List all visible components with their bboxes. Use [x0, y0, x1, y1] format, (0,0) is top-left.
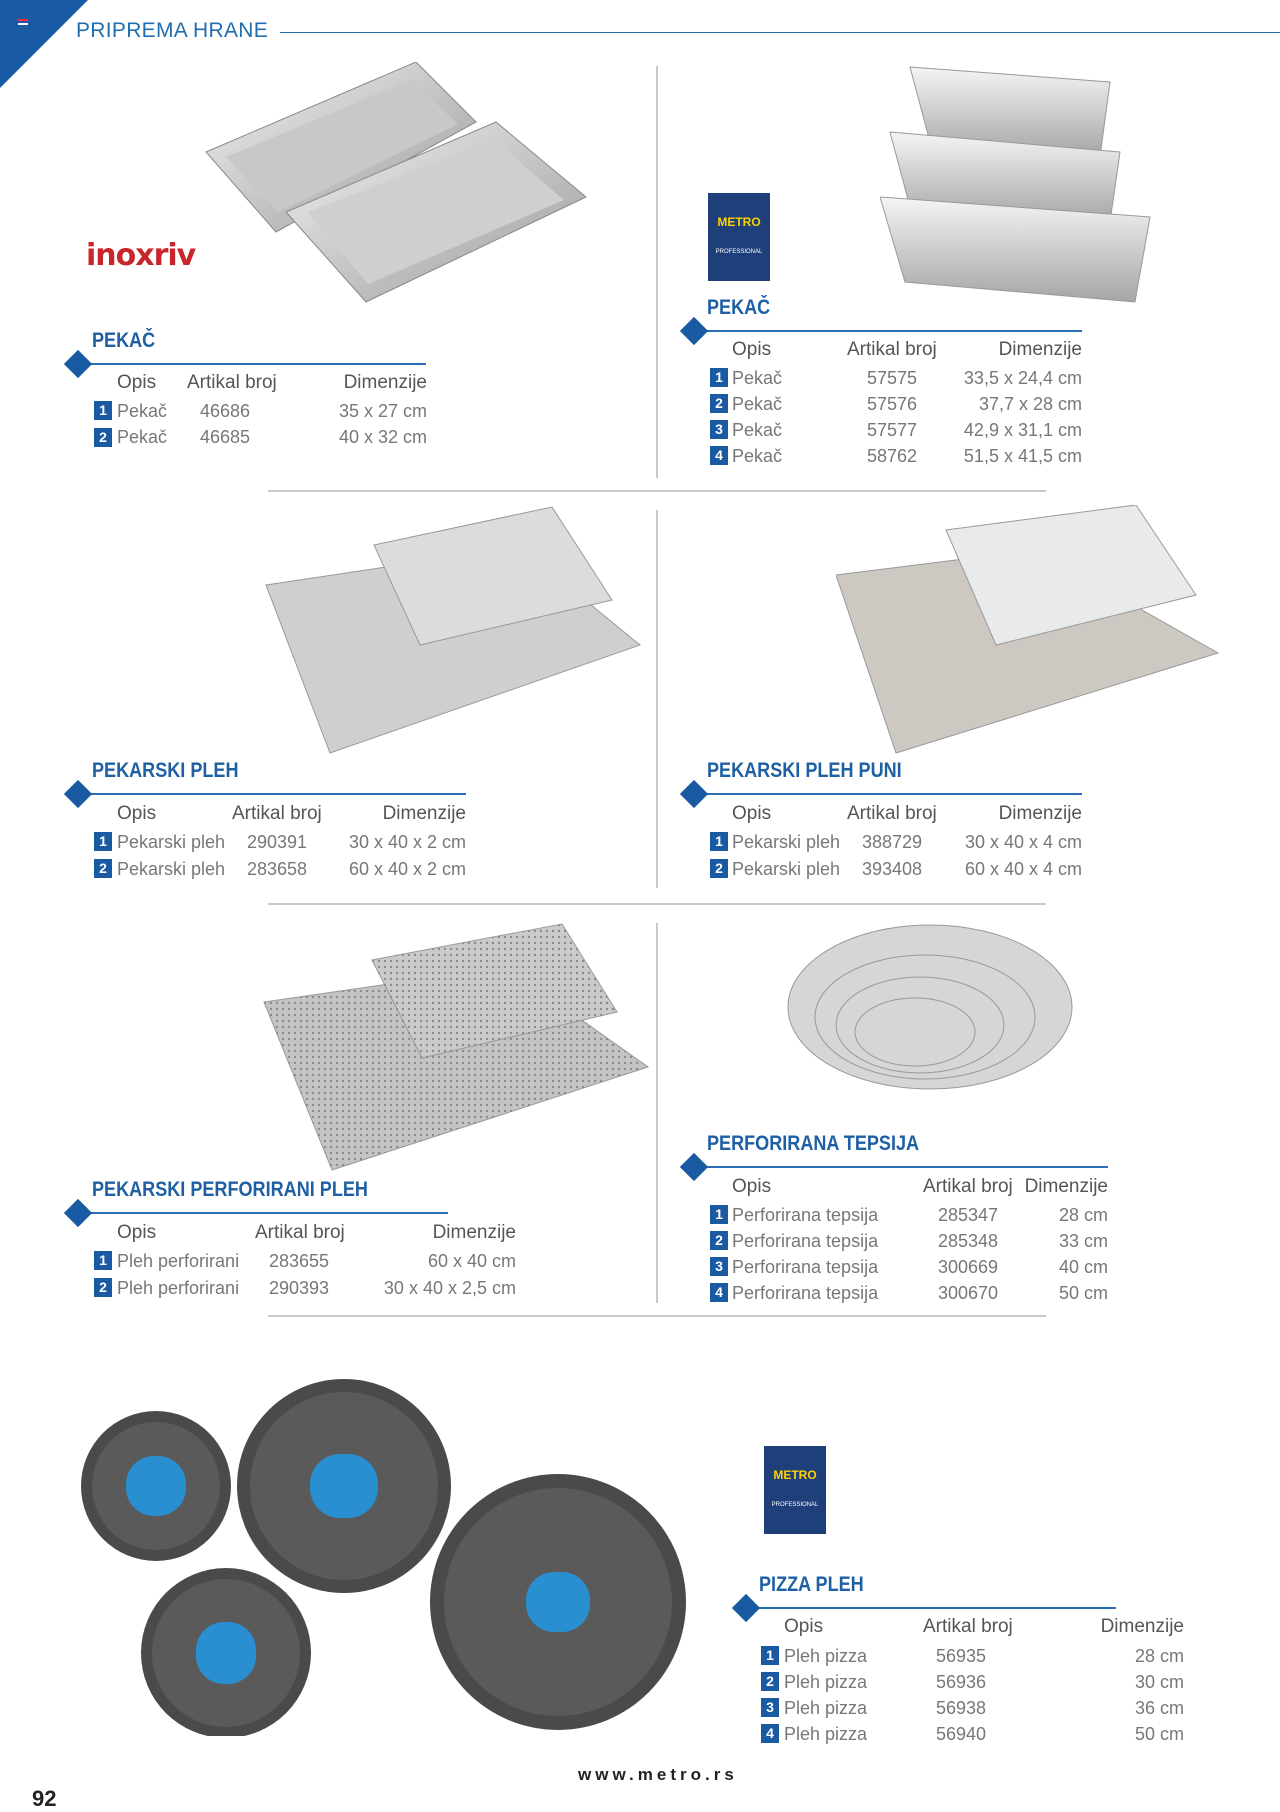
cell-artikal: 46686	[200, 401, 251, 421]
diamond-marker	[680, 317, 708, 345]
cell-dimenzije: 35 x 27 cm	[338, 401, 427, 421]
cell-opis: Pekarski pleh	[732, 832, 841, 852]
cell-artikal: 56936	[936, 1672, 987, 1692]
product-title: PEKARSKI PERFORIRANI PLEH	[92, 1178, 368, 1201]
row-number: 1	[94, 1251, 112, 1270]
cell-artikal: 46685	[200, 427, 251, 447]
cell-dimenzije: 36 cm	[1134, 1698, 1184, 1718]
cell-opis: Perforirana tepsija	[732, 1283, 879, 1303]
cell-opis: Pleh perforirani	[117, 1278, 240, 1298]
cell-opis: Pleh pizza	[784, 1672, 868, 1692]
metro-roasting-pans-image	[880, 62, 1160, 317]
product-rule	[746, 1607, 1116, 1609]
perforated-sheets-image	[262, 922, 650, 1172]
cell-artikal: 393408	[862, 859, 923, 879]
cell-artikal: 57575	[867, 368, 918, 388]
cell-artikal: 300670	[938, 1283, 999, 1303]
cell-opis: Pleh pizza	[784, 1698, 868, 1718]
cell-dimenzije: 60 x 40 x 4 cm	[964, 859, 1082, 879]
cell-dimenzije: 37,7 x 28 cm	[978, 394, 1082, 414]
cell-dimenzije: 51,5 x 41,5 cm	[963, 446, 1082, 466]
col-header-artikal: Artikal broj	[187, 372, 277, 393]
column-divider	[656, 923, 658, 1303]
row-number: 2	[710, 1231, 728, 1250]
metro-logo-sub: PROFESSIONAL	[771, 1502, 819, 1508]
col-header-dimenzije: Dimenzije	[998, 803, 1082, 824]
product-rule	[694, 330, 1082, 332]
cell-artikal: 283658	[247, 859, 308, 879]
col-header-artikal: Artikal broj	[847, 803, 937, 824]
cell-dimenzije: 50 cm	[1134, 1724, 1184, 1744]
row-divider	[268, 903, 1046, 905]
metro-logo-text: METRO	[717, 215, 761, 229]
diamond-marker	[64, 350, 92, 378]
pizza-pans-image	[78, 1376, 688, 1736]
product-rule	[694, 1166, 1108, 1168]
cell-artikal: 56935	[936, 1646, 987, 1666]
diamond-marker	[64, 780, 92, 808]
header-rule	[280, 32, 1280, 33]
row-number: 2	[94, 428, 112, 447]
row-number: 2	[710, 394, 728, 413]
diamond-marker	[732, 1594, 760, 1622]
product-rule	[78, 363, 426, 365]
column-divider	[656, 510, 658, 888]
cell-dimenzije: 30 x 40 x 2,5 cm	[383, 1278, 516, 1298]
product-rule	[78, 793, 466, 795]
cell-opis: Perforirana tepsija	[732, 1231, 879, 1251]
product-title: PEKAČ	[707, 296, 771, 319]
col-header-opis: Opis	[117, 1222, 157, 1243]
cell-opis: Pekarski pleh	[117, 832, 226, 852]
row-number: 1	[710, 368, 728, 387]
cell-dimenzije: 30 cm	[1134, 1672, 1184, 1692]
row-number: 1	[94, 401, 112, 420]
row-number: 1	[761, 1646, 779, 1665]
cell-opis: Perforirana tepsija	[732, 1205, 879, 1225]
col-header-opis: Opis	[732, 1176, 772, 1197]
product-rule	[78, 1212, 448, 1214]
cell-artikal: 285348	[938, 1231, 999, 1251]
roasting-pans-image	[196, 62, 596, 317]
cell-artikal: 57577	[867, 420, 918, 440]
full-baking-sheets-image	[836, 505, 1221, 755]
cell-opis: Pekač	[117, 401, 168, 421]
cell-dimenzije: 28 cm	[1134, 1646, 1184, 1666]
cell-dimenzije: 33,5 x 24,4 cm	[963, 368, 1082, 388]
row-number: 4	[761, 1724, 779, 1743]
cell-dimenzije: 30 x 40 x 2 cm	[348, 832, 466, 852]
col-header-artikal: Artikal broj	[232, 803, 322, 824]
col-header-opis: Opis	[732, 339, 772, 360]
product-title: PEKARSKI PLEH	[92, 759, 239, 782]
row-number: 3	[761, 1698, 779, 1717]
cell-artikal: 285347	[938, 1205, 999, 1225]
col-header-artikal: Artikal broj	[847, 339, 937, 360]
cell-opis: Pleh perforirani	[117, 1251, 240, 1271]
col-header-dimenzije: Dimenzije	[432, 1222, 516, 1243]
cell-artikal: 290391	[247, 832, 308, 852]
row-divider	[268, 1315, 1046, 1317]
row-number: 4	[710, 446, 728, 465]
cell-dimenzije: 40 cm	[1058, 1257, 1108, 1277]
cell-dimenzije: 33 cm	[1058, 1231, 1108, 1251]
cell-artikal: 388729	[862, 832, 923, 852]
row-number: 1	[94, 832, 112, 851]
perforated-pizza-trays-image	[785, 922, 1075, 1097]
baking-sheets-image	[262, 505, 642, 755]
metro-professional-logo	[708, 193, 770, 281]
cell-artikal: 56940	[936, 1724, 987, 1744]
cell-dimenzije: 42,9 x 31,1 cm	[963, 420, 1082, 440]
row-number: 2	[94, 1278, 112, 1297]
col-header-artikal: Artikal broj	[923, 1616, 1013, 1637]
col-header-dimenzije: Dimenzije	[998, 339, 1082, 360]
cell-artikal: 300669	[938, 1257, 999, 1277]
col-header-dimenzije: Dimenzije	[1100, 1616, 1184, 1637]
cell-opis: Pleh pizza	[784, 1724, 868, 1744]
cell-artikal: 58762	[867, 446, 918, 466]
product-title: PIZZA PLEH	[759, 1573, 864, 1596]
cell-dimenzije: 60 x 40 x 2 cm	[348, 859, 466, 879]
cell-opis: Pekač	[732, 420, 783, 440]
corner-triangle	[0, 0, 88, 88]
cell-artikal: 57576	[867, 394, 918, 414]
section-title: PRIPREMA HRANE	[76, 19, 269, 42]
cell-opis: Pekač	[732, 368, 783, 388]
row-number: 2	[94, 859, 112, 878]
metro-logo-sub: PROFESSIONAL	[715, 249, 763, 255]
row-number: 1	[710, 1205, 728, 1224]
col-header-dimenzije: Dimenzije	[1024, 1176, 1108, 1197]
metro-logo-text: METRO	[773, 1468, 817, 1482]
diamond-marker	[64, 1199, 92, 1227]
row-number: 3	[710, 420, 728, 439]
cell-opis: Pekač	[732, 446, 783, 466]
product-title: PEKARSKI PLEH PUNI	[707, 759, 902, 782]
diamond-marker	[680, 780, 708, 808]
col-header-opis: Opis	[732, 803, 772, 824]
row-number: 2	[761, 1672, 779, 1691]
row-number: 4	[710, 1283, 728, 1302]
footer-url[interactable]: www.metro.rs	[578, 1765, 738, 1784]
col-header-artikal: Artikal broj	[923, 1176, 1013, 1197]
product-rule	[694, 793, 1082, 795]
col-header-artikal: Artikal broj	[255, 1222, 345, 1243]
inoxriv-logo: inoxriv	[86, 238, 196, 273]
metro-professional-logo	[764, 1446, 826, 1534]
row-divider	[268, 490, 1046, 492]
row-number: 1	[710, 832, 728, 851]
page-number: 92	[32, 1786, 57, 1811]
cell-opis: Pleh pizza	[784, 1646, 868, 1666]
cell-opis: Pekarski pleh	[732, 859, 841, 879]
product-title: PEKAČ	[92, 329, 156, 352]
col-header-opis: Opis	[117, 372, 157, 393]
cell-artikal: 56938	[936, 1698, 987, 1718]
cell-dimenzije: 60 x 40 cm	[427, 1251, 516, 1271]
row-number: 3	[710, 1257, 728, 1276]
cell-dimenzije: 28 cm	[1058, 1205, 1108, 1225]
cell-artikal: 283655	[269, 1251, 330, 1271]
cell-artikal: 290393	[269, 1278, 330, 1298]
column-divider	[656, 66, 658, 478]
col-header-opis: Opis	[117, 803, 157, 824]
cell-opis: Pekač	[117, 427, 168, 447]
cell-opis: Pekarski pleh	[117, 859, 226, 879]
cell-dimenzije: 30 x 40 x 4 cm	[964, 832, 1082, 852]
cell-opis: Perforirana tepsija	[732, 1257, 879, 1277]
row-number: 2	[710, 859, 728, 878]
diamond-marker	[680, 1153, 708, 1181]
col-header-dimenzije: Dimenzije	[343, 372, 427, 393]
product-title: PERFORIRANA TEPSIJA	[707, 1132, 920, 1155]
col-header-opis: Opis	[784, 1616, 824, 1637]
cell-opis: Pekač	[732, 394, 783, 414]
cell-dimenzije: 40 x 32 cm	[338, 427, 427, 447]
col-header-dimenzije: Dimenzije	[382, 803, 466, 824]
cell-dimenzije: 50 cm	[1058, 1283, 1108, 1303]
